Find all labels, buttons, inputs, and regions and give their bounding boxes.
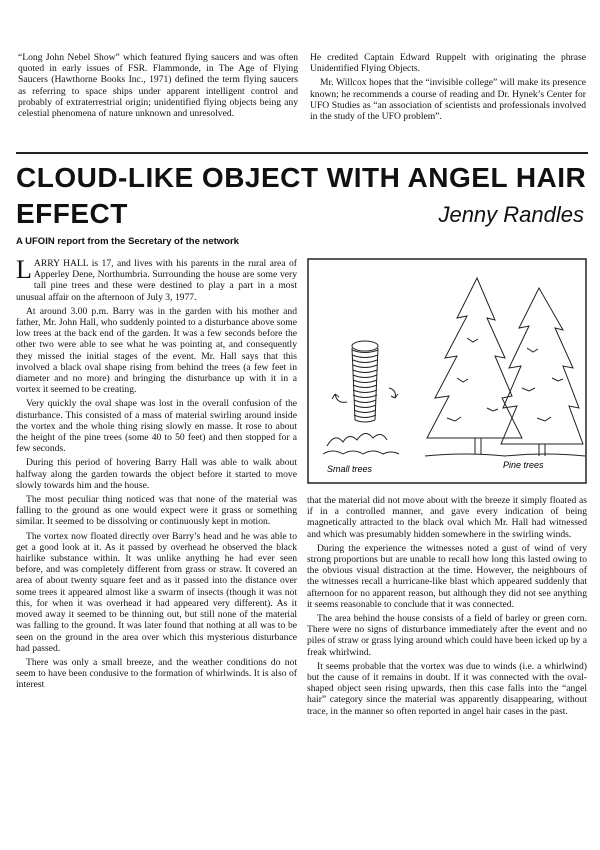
article-paragraph: During this period of hovering Barry Hall was able to walk about halfway along the garden towards the object before it started to move slowly towards him and the house. [16, 457, 297, 491]
article-paragraph: that the material did not move about with the breeze it simply floated as if in a controlled manner, and gave every indication of being magnetically attracted to the black oval which Mr. Hall had witnessed and which was presumably hidden somewhere in the swirling winds. [307, 495, 587, 540]
article-paragraph: There was only a small breeze, and the weather conditions do not seem to have been condusive to the formation of whirlwinds. It is also of interest [16, 656, 297, 691]
article-left-column [16, 255, 297, 691]
author-byline: Jenny Randles [438, 202, 584, 227]
article-paragraph: Very quickly the oval shape was lost in the overall confusion of the disturbance. This consisted of a mass of material swirling around inside the vortex and the whole thing rising slowly en masse. It rose to about the height of the pine trees (some 40 to 50 feet) and then stopped for a few seconds. [16, 398, 297, 455]
article-right-column [307, 495, 587, 717]
article-paragraph: The vortex now floated directly over Barry’s head and he was able to get a good look at it. As it passed by overhead he observed the black hairlike substance within. It was unlike anything he had ever seen before, and was completely different from grass or straw. It covered an area of about twenty square feet and as it passed into the distance over some trees it appeared almost like a swarm of insects (though it was not this, for when it was overhead it had appeared very different). As it moved away it seemed to be thinning out, but still none of the material was falling to the ground. It was later found that nothing at all was to be seen on the ground in the area over which this mysterious disturbance had passed. [16, 530, 297, 654]
article-paragraph: The most peculiar thing noticed was that none of the material was falling to the ground as one would expect were it grass or something similar. It seemed to be dissolving or continuously kept in motion. [16, 494, 297, 528]
article-paragraph: At around 3.00 p.m. Barry was in the garden with his mother and father, Mr. John Hall, who suddenly pointed to a disturbance above some low trees at the back end of the garden. It was a few seconds before the other two were able to see what he was pointing at, and consequently they missed the initial stages of the event. Mr. Hall says that this involved a black oval shape rising from behind the trees (a few feet in diameter and no more) and bringing the disturbance up with it in a vortex it seemed to be creating. [16, 305, 297, 396]
article-paragraph: During the experience the witnesses noted a gust of wind of very strong proportions but are unable to recall how long this lasted owing to the obvious visual distraction at the time. However, the neighbours of the witnesses recall a hurricane-like blast which appeared suddenly that afternoon for no apparent reason, but although they did not see anything it seems reasonable to conclude that it was connected. [307, 542, 587, 610]
previous-article-paragraph: Mr. Willcox hopes that the “invisible college” will make its presence known; he recommends a course of reading and Dr. Hynek’s Center for UFO Studies as “an association of scientists and professionals involved in the study of the UFO problem”. [310, 77, 586, 123]
article-headline-continued: EFFECT [16, 198, 128, 229]
article-paragraph-text: ARRY HALL is 17, and lives with his parents in the rural area of Apperley Dene, Northumbria. Surrounding the house are some very tall pine trees and these were destined to play a part in a most unusual affair on the afternoon of July 3, 1977. [16, 258, 297, 303]
drop-cap: L [16, 255, 32, 284]
section-divider [16, 152, 588, 154]
article-subheading: A UFOIN report from the Secretary of the network [16, 236, 239, 247]
article-paragraph: It seems probable that the vortex was due to winds (i.e. a whirlwind) but the cause of it remains in doubt. If it was connected with the oval-shaped object seen rising upwards, then this case falls into the “angel hair” category since the material was apparently disappearing, without trace, in the manner so often reported in angel hair cases in the past. [307, 660, 587, 717]
previous-article-paragraph: “Long John Nebel Show” which featured flying saucers and was often quoted in early issues of FSR. Flammonde, in The Age of Flying Saucers (Hawthorne Books Inc., 1971) defined the term flying saucers as referring to space ships under apparent intelligent control and probably of extraterrestrial origin; unidentified flying objects being any celestial phenomena of nature unknown and unresolved. [18, 52, 298, 120]
previous-article-right-column [310, 52, 586, 122]
article-paragraph: The area behind the house consists of a field of barley or green corn. There were no signs of disturbance immediately after the event and no piles of straw or grass lying around which could have been icked up by a freak whirlwind. [307, 613, 587, 658]
article-headline: CLOUD-LIKE OBJECT WITH ANGEL HAIR [16, 162, 587, 193]
small-trees-label: Small trees [327, 464, 373, 474]
previous-article-left-column [18, 52, 298, 119]
vortex-illustration [307, 258, 587, 484]
previous-article-paragraph: He credited Captain Edward Ruppelt with originating the phrase Unidentified Flying Objects. [310, 52, 586, 75]
article-paragraph [16, 255, 297, 303]
pine-trees-label: Pine trees [503, 460, 544, 470]
